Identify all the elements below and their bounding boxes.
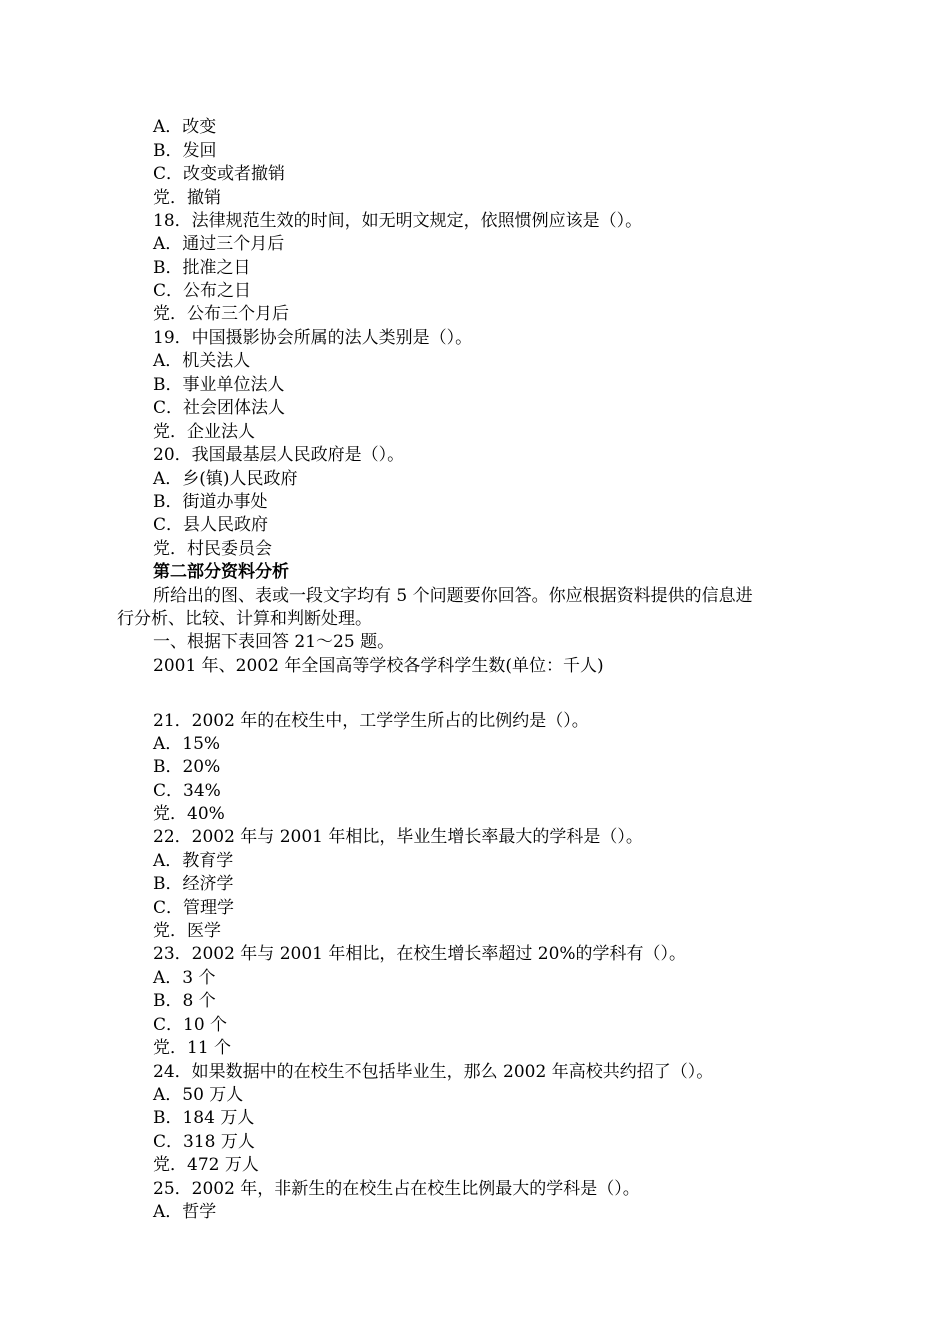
question-line: 23．2002 年与 2001 年相比，在校生增长率超过 20%的学科有（）。	[153, 944, 687, 964]
option-line: B．184 万人	[153, 1108, 255, 1128]
option-line: 党．企业法人	[153, 422, 255, 442]
sub-heading: 一、根据下表回答 21～25 题。	[153, 632, 395, 652]
option-line: C．改变或者撤销	[153, 164, 286, 184]
option-line: B．批准之日	[153, 258, 251, 278]
option-line: B．事业单位法人	[153, 375, 285, 395]
question-line: 18．法律规范生效的时间，如无明文规定，依照惯例应该是（）。	[153, 211, 643, 231]
option-line: A．机关法人	[153, 351, 251, 371]
option-line: C．10 个	[153, 1015, 228, 1035]
option-line: C．县人民政府	[153, 515, 269, 535]
option-line: 党．40%	[153, 804, 225, 824]
option-line: B．发回	[153, 141, 217, 161]
table-caption: 2001 年、2002 年全国高等学校各学科学生数(单位：千人)	[153, 656, 604, 676]
question-line: 19．中国摄影协会所属的法人类别是（）。	[153, 328, 473, 348]
option-line: C．社会团体法人	[153, 398, 286, 418]
option-line: A．3 个	[153, 968, 216, 988]
question-line: 21．2002 年的在校生中，工学学生所占的比例约是（）。	[153, 711, 589, 731]
option-line: C．公布之日	[153, 281, 252, 301]
question-line: 20．我国最基层人民政府是（）。	[153, 445, 405, 465]
option-line: 党．472 万人	[153, 1155, 259, 1175]
option-line: B．街道办事处	[153, 492, 268, 512]
option-line: A．哲学	[153, 1202, 217, 1222]
option-line: A．改变	[153, 117, 217, 137]
section-intro: 所给出的图、表或一段文字均有 5 个问题要你回答。你应根据资料提供的信息进	[153, 586, 753, 606]
question-line: 25．2002 年，非新生的在校生占在校生比例最大的学科是（）。	[153, 1179, 640, 1199]
option-line: 党．11 个	[153, 1038, 232, 1058]
option-line: B．20%	[153, 757, 221, 777]
option-line: B．8 个	[153, 991, 216, 1011]
option-line: B．经济学	[153, 874, 234, 894]
section-heading: 第二部分资料分析	[153, 562, 289, 582]
option-line: A．乡(镇)人民政府	[153, 469, 298, 489]
option-line: C．318 万人	[153, 1132, 255, 1152]
section-intro-continued: 行分析、比较、计算和判断处理。	[117, 609, 372, 629]
option-line: A．教育学	[153, 851, 234, 871]
option-line: C．34%	[153, 781, 221, 801]
question-line: 24．如果数据中的在校生不包括毕业生，那么 2002 年高校共约招了（）。	[153, 1062, 714, 1082]
question-line: 22．2002 年与 2001 年相比，毕业生增长率最大的学科是（）。	[153, 827, 643, 847]
option-line: 党．公布三个月后	[153, 304, 289, 324]
option-line: 党．撤销	[153, 188, 221, 208]
option-line: A．15%	[153, 734, 221, 754]
option-line: A．通过三个月后	[153, 234, 285, 254]
option-line: C．管理学	[153, 898, 235, 918]
option-line: 党．医学	[153, 921, 221, 941]
option-line: 党．村民委员会	[153, 539, 272, 559]
option-line: A．50 万人	[153, 1085, 244, 1105]
